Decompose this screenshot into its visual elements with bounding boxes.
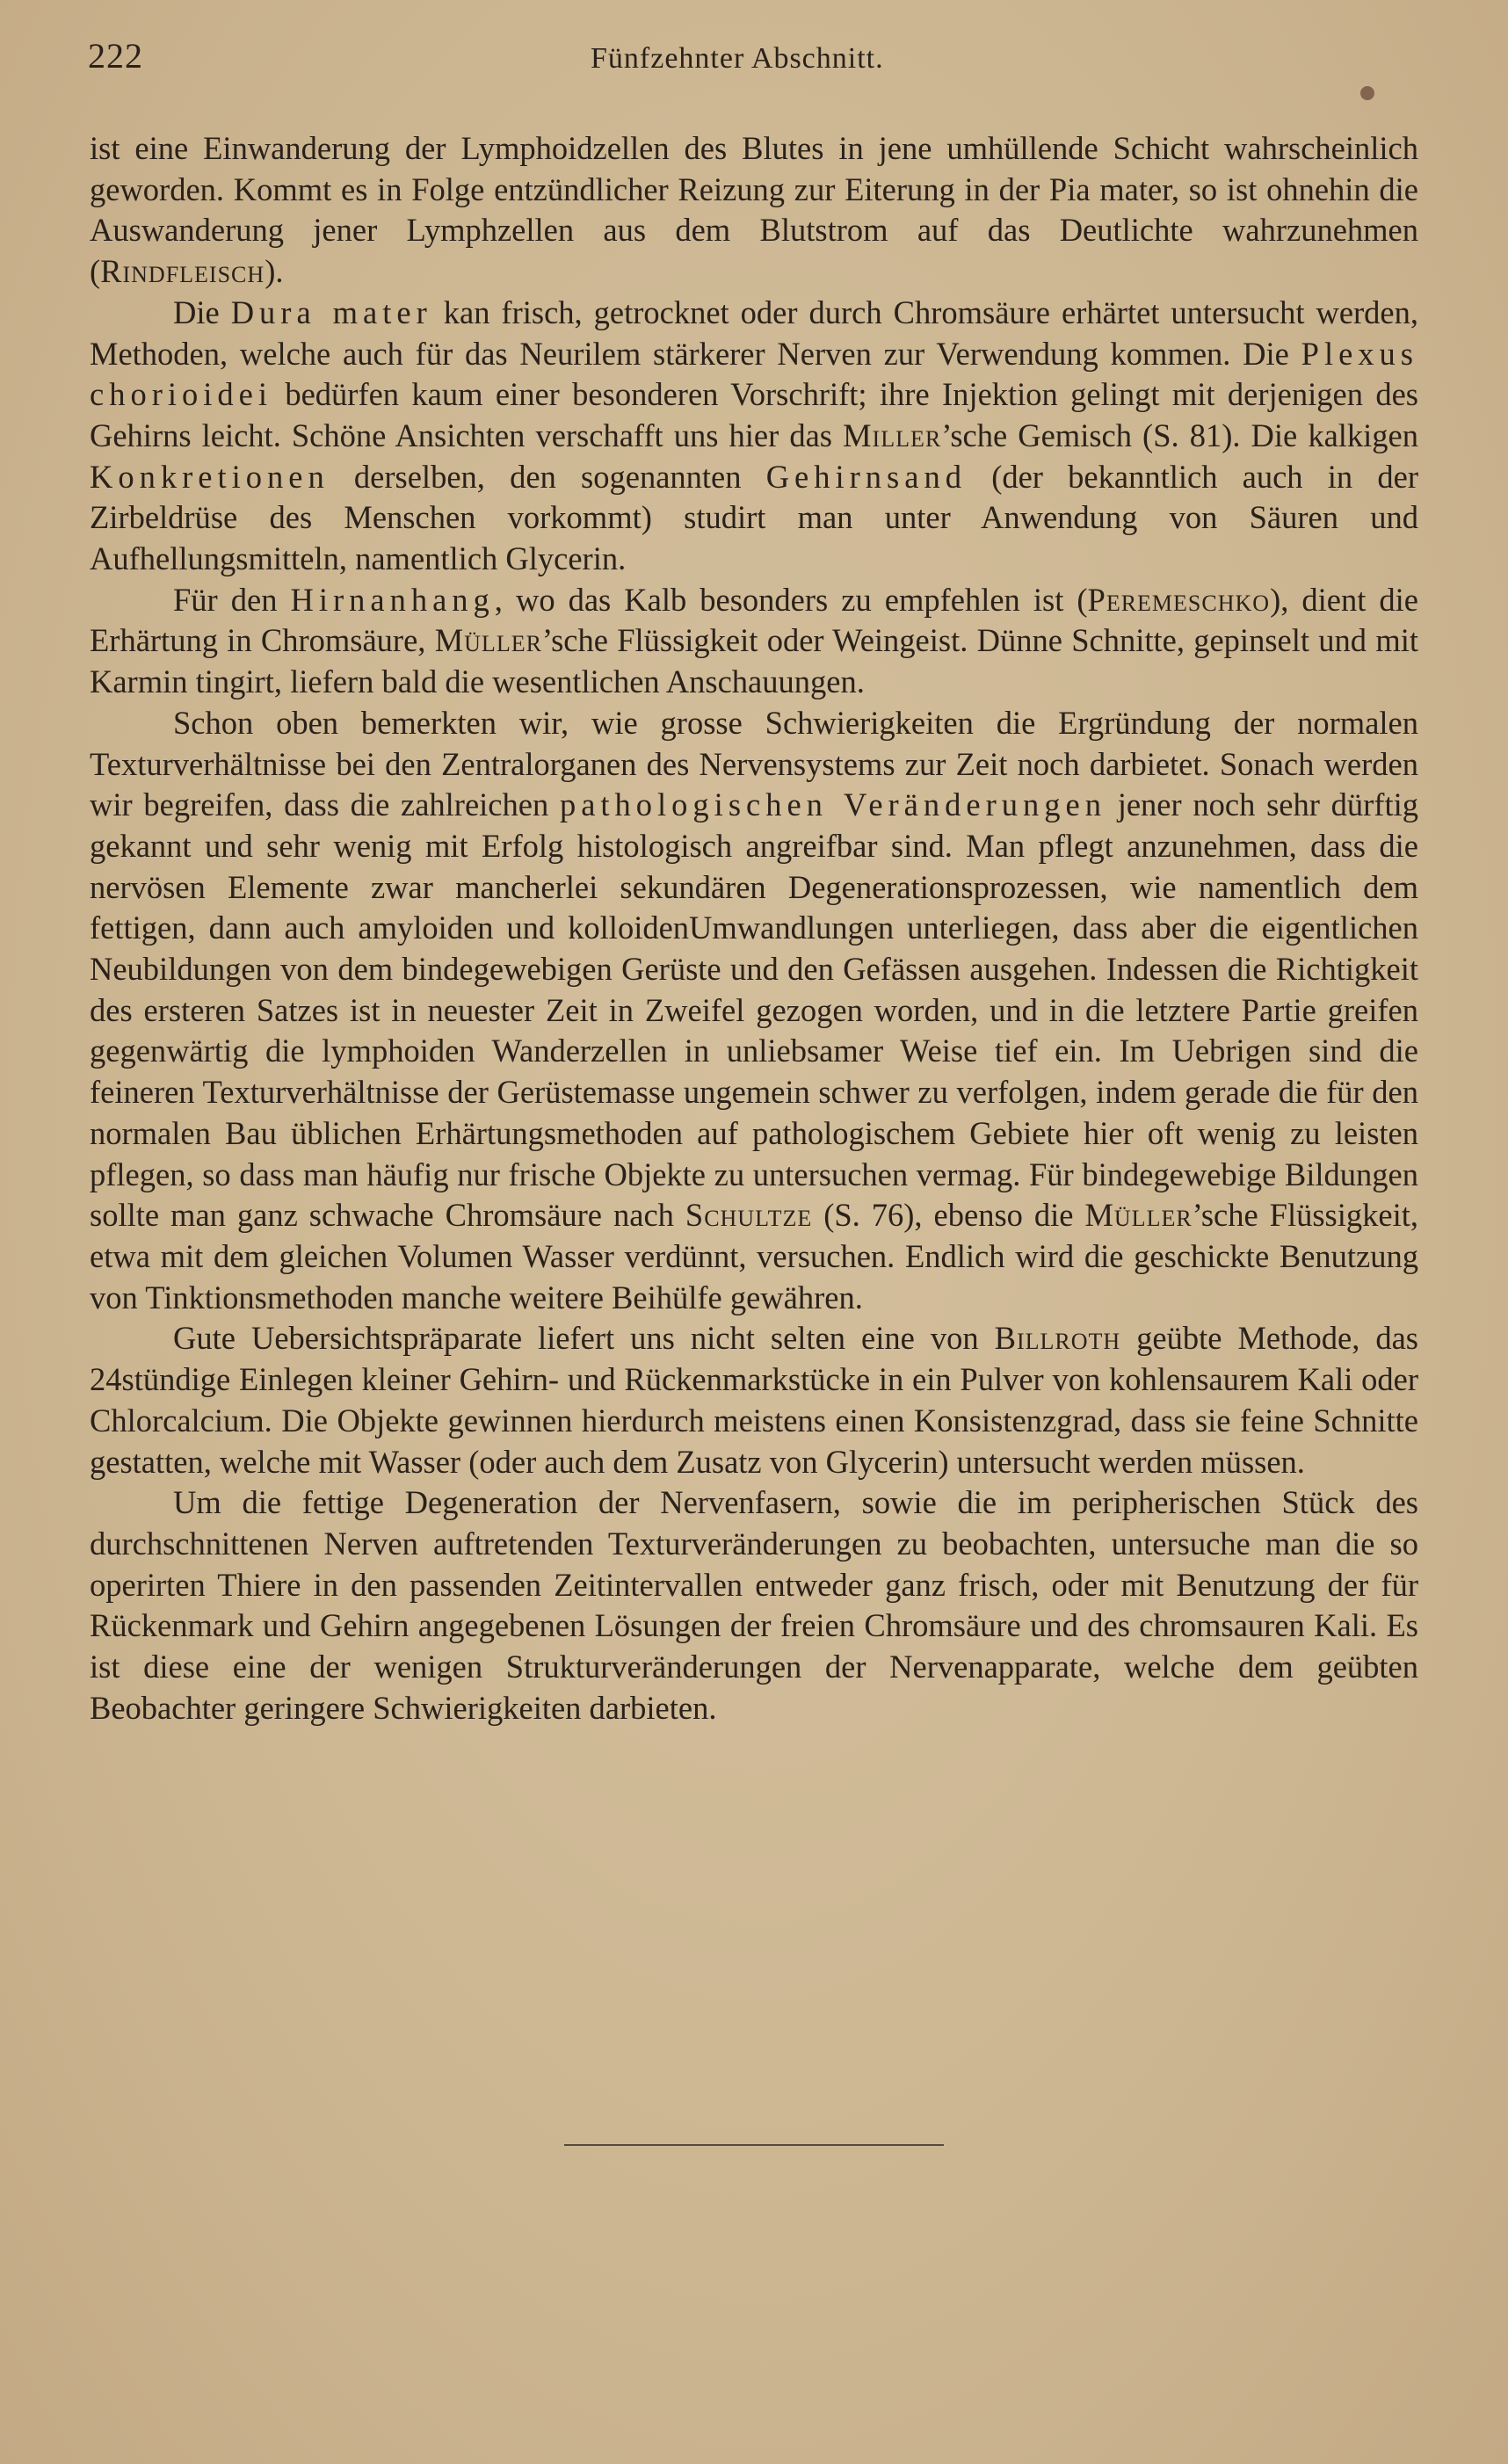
section-title: Fünfzehnter Abschnitt.	[591, 42, 884, 75]
end-rule	[564, 2144, 944, 2146]
text-run: Für den	[173, 581, 291, 618]
author-name: Billroth	[994, 1320, 1121, 1357]
author-name: Peremeschko	[1087, 581, 1271, 618]
text-run: geübte Methode, das 24stündige Einlegen kleiner Gehirn- und Rückenmarkstücke in ein Pulver von kohlensaurem Kali oder Chlorcalcium. Die Objekte gewinnen hierdurch meistens einen Konsistenzgrad, dass sie feine Schnitte gestatten, welche mit Wasser (oder auch dem Zusatz von Glycerin) untersucht werden müssen.	[90, 1320, 1418, 1480]
emphasized-term: Dura mater	[230, 294, 432, 330]
author-name: Müller	[434, 622, 542, 659]
text-run: ’sche Flüssigkeit, etwa mit dem gleichen Volumen Wasser verdünnt, versuchen. Endlich wird die geschickte Benutzung von Tinktionsmethoden manche weitere Beihülfe gewähren.	[90, 1197, 1418, 1315]
text-run: ).	[265, 253, 284, 290]
paragraph-p3	[90, 580, 1418, 703]
text-run: Gute Uebersichtspräparate liefert uns nicht selten eine von	[173, 1320, 995, 1357]
text-run: ’sche Gemisch (S. 81). Die kalkigen	[941, 417, 1418, 453]
text-run: Um die fettige Degeneration der Nervenfasern, sowie die im peripherischen Stück des durchschnittenen Nerven auftretenden Texturveränderungen zu beobachten, untersuche man die so operirten Thiere in den passenden Zeitintervallen entweder ganz frisch, oder mit Benutzung der für Rückenmark und Gehirn angegebenen Lösungen der freien Chromsäure und des chromsauren Kali. Es ist diese eine der wenigen Strukturveränderungen der Nervenapparate, welche dem geübten Beobachter geringere Schwierigkeiten darbieten.	[90, 1484, 1418, 1726]
paragraph-p2	[90, 293, 1418, 580]
text-run: Die	[173, 294, 231, 330]
text-run: ist eine Einwanderung der Lymphoidzellen des Blutes in jene umhüllende Schicht wahrscheinlich geworden. Kommt es in Folge entzündlicher Reizung zur Eiterung in der Pia mater, so ist ohnehin die Auswanderung jener Lymphzellen aus dem Blutstrom auf das Deutlichte wahrzunehmen (	[90, 130, 1418, 290]
emphasized-term: pathologischen Veränderungen	[559, 786, 1106, 823]
text-run: (der bekanntlich auch in der Zirbeldrüse des Menschen vorkommt) studirt man unter Anwendung von Säuren und Aufhellungsmitteln, namentlich Glycerin.	[90, 458, 1418, 577]
text-run: (S. 76), ebenso die	[812, 1197, 1085, 1234]
paragraph-p1	[90, 128, 1418, 293]
text-run: , wo das Kalb besonders zu empfehlen ist (	[494, 581, 1088, 618]
text-run: Schon oben bemerkten wir, wie grosse Schwierigkeiten die Ergründung der normalen Texturverhältnisse bei den Zentralorganen des Nervensystems zur Zeit noch darbietet. Sonach werden wir begreifen, dass die zahlreichen	[90, 704, 1418, 823]
text-run: ), dient die Erhärtung in Chromsäure,	[90, 581, 1419, 659]
author-name: Miller	[843, 417, 942, 453]
emphasized-term: Plexus chorioidei	[90, 335, 1418, 413]
paragraph-p6	[90, 1482, 1418, 1728]
text-run: ’sche Flüssigkeit oder Weingeist. Dünne Schnitte, gepinselt und mit Karmin tingirt, liefern bald die wesentlichen Anschauungen.	[90, 622, 1418, 700]
paragraph-p4	[90, 703, 1418, 1319]
emphasized-term: Hirnanhang	[290, 581, 495, 618]
text-run: bedürfen kaum einer besonderen Vorschrift; ihre Injektion gelingt mit derjenigen des Gehirns leicht. Schöne Ansichten verschafft uns hier das	[90, 376, 1418, 453]
text-run: derselben, den sogenannten	[329, 458, 766, 495]
emphasized-term: Konkretionen	[90, 458, 330, 495]
running-head	[88, 35, 1424, 88]
paragraph-p5	[90, 1318, 1418, 1482]
author-name: Müller	[1084, 1197, 1193, 1234]
ink-spot-mark	[1360, 86, 1374, 100]
text-run: jener noch sehr dürftig gekannt und sehr wenig mit Erfolg histologisch angreifbar sind. Man pflegt anzunehmen, dass die nervösen Elemente zwar mancherlei sekundären Degenerationsprozessen, wie namentlich dem fettigen, dann auch amyloiden und kolloidenUmwandlungen unterliegen, dass aber die eigentlichen Neubildungen von dem bindegewebigen Gerüste und den Gefässen ausgehen. Indessen die Richtigkeit des ersteren Satzes ist in neuester Zeit in Zweifel gezogen worden, und in die letztere Partie greifen gegenwärtig die lymphoiden Wanderzellen in unliebsamer Weise tief ein. Im Uebrigen sind die feineren Texturverhältnisse der Gerüstemasse ungemein schwer zu verfolgen, indem gerade die für den normalen Bau üblichen Erhärtungsmethoden auf pathologischem Gebiete hier oft wenig zu leisten pflegen, so dass man häufig nur frische Objekte zu untersuchen vermag. Für bindegewebige Bildungen sollte man ganz schwache Chromsäure nach	[90, 786, 1418, 1234]
text-run: kan frisch, getrocknet oder durch Chromsäure erhärtet untersucht werden, Methoden, welche auch für das Neurilem stärkerer Nerven zur Verwendung kommen. Die	[90, 294, 1419, 372]
body-text	[90, 128, 1418, 1728]
page-number: 222	[88, 36, 143, 76]
emphasized-term: Gehirnsand	[765, 458, 967, 495]
author-name: Schultze	[685, 1197, 813, 1234]
author-name: Rindfleisch	[100, 253, 265, 290]
